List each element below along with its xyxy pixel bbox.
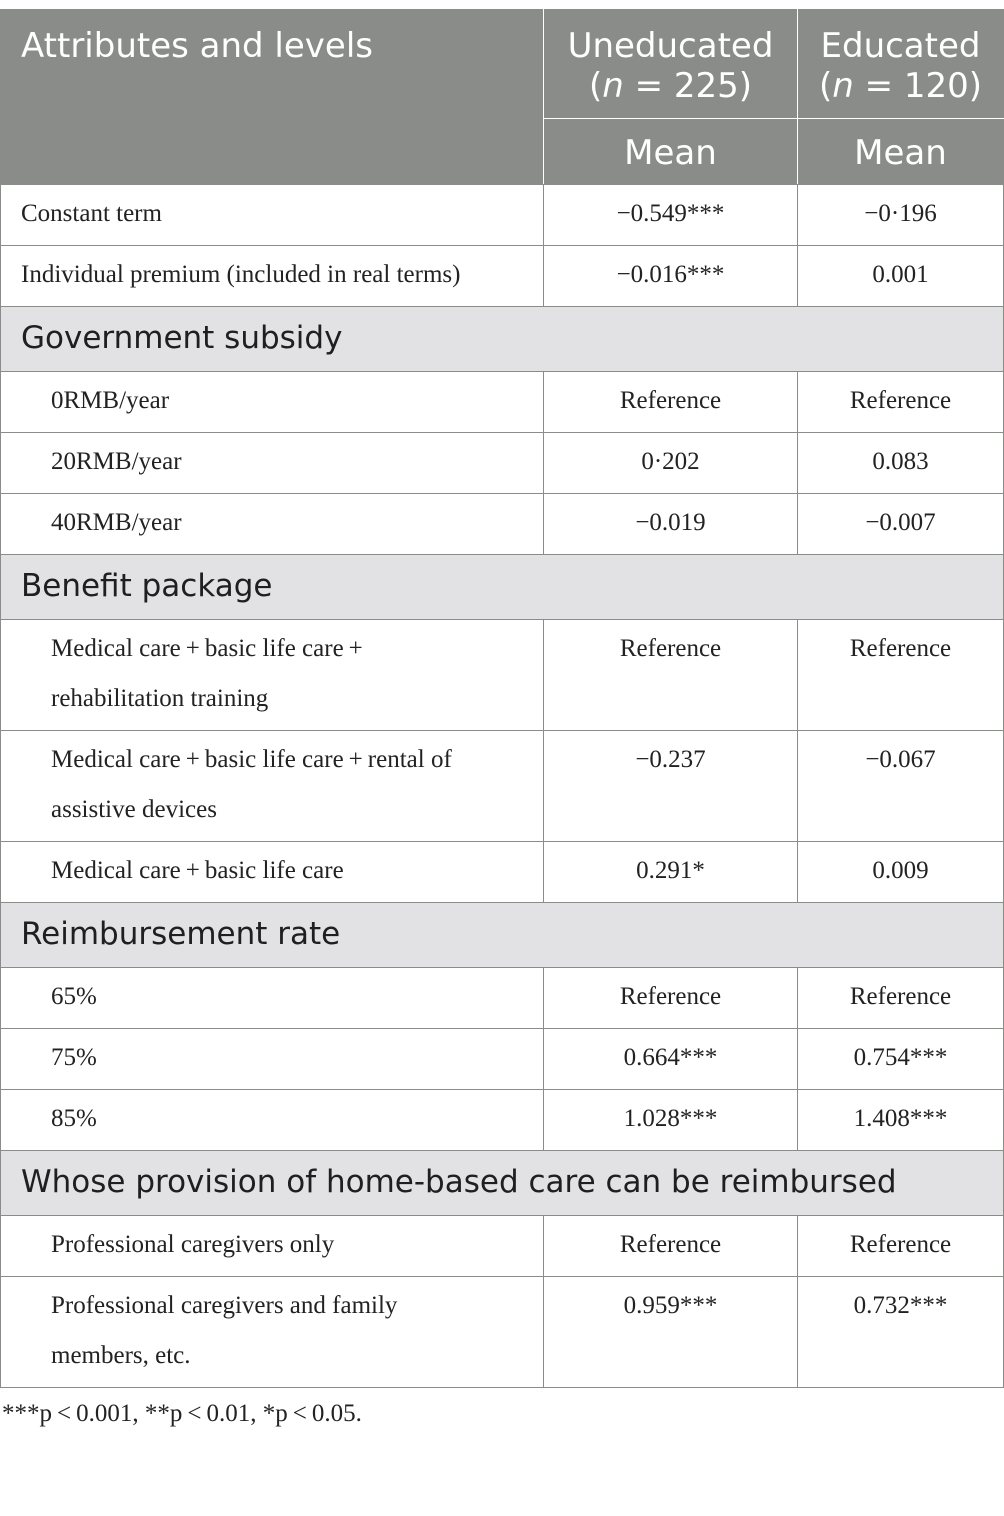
- header-educated-n-open: (: [818, 66, 833, 106]
- table-row: [1, 246, 1004, 307]
- cell-educated: Reference: [798, 968, 1004, 1029]
- row-label: 85%: [1, 1090, 544, 1151]
- cell-educated: 1.408***: [798, 1090, 1004, 1151]
- cell-educated: 0.732***: [798, 1277, 1004, 1388]
- row-label: Medical care + basic life care + rental of assistive devices: [1, 731, 544, 842]
- row-label: Medical care + basic life care: [1, 842, 544, 903]
- cell-educated: Reference: [798, 1216, 1004, 1277]
- header-uneducated-n-open: (: [588, 66, 603, 106]
- table-row: [1, 620, 1004, 731]
- section-row: [1, 1151, 1004, 1216]
- table-row: [1, 433, 1004, 494]
- cell-uneducated: 0.959***: [544, 1277, 798, 1388]
- cell-uneducated: 1.028***: [544, 1090, 798, 1151]
- cell-educated: −0·196: [798, 185, 1004, 246]
- cell-uneducated: Reference: [544, 620, 798, 731]
- row-label: Professional caregivers and family members, etc.: [1, 1277, 544, 1388]
- cell-educated: 0.001: [798, 246, 1004, 307]
- table-row: [1, 968, 1004, 1029]
- header-uneducated-n-var: n: [602, 66, 624, 106]
- header-uneducated-n-rest: = 225): [623, 66, 753, 106]
- row-label: Medical care + basic life care + rehabilitation training: [1, 620, 544, 731]
- row-label: Constant term: [1, 185, 544, 246]
- cell-uneducated: −0.016***: [544, 246, 798, 307]
- table-row: [1, 1216, 1004, 1277]
- table-row: [1, 731, 1004, 842]
- footnote: ***p < 0.001, **p < 0.01, *p < 0.05.: [2, 1400, 362, 1427]
- table-row: [1, 185, 1004, 246]
- table-row: [1, 842, 1004, 903]
- cell-educated: Reference: [798, 372, 1004, 433]
- results-table-container: [0, 9, 1004, 1428]
- header-educated: [798, 10, 1004, 119]
- cell-uneducated: −0.237: [544, 731, 798, 842]
- row-label: 20RMB/year: [1, 433, 544, 494]
- table-row: [1, 1029, 1004, 1090]
- section-title-provision: Whose provision of home-based care can be reimbursed: [1, 1151, 1004, 1216]
- header-mean-uneducated: Mean: [544, 119, 798, 185]
- section-row: [1, 555, 1004, 620]
- section-title-benefit: Benefit package: [1, 555, 1004, 620]
- cell-educated: −0.007: [798, 494, 1004, 555]
- row-label: 65%: [1, 968, 544, 1029]
- row-label: Professional caregivers only: [1, 1216, 544, 1277]
- section-title-reimbursement: Reimbursement rate: [1, 903, 1004, 968]
- section-row: [1, 307, 1004, 372]
- header-educated-n-rest: = 120): [853, 66, 983, 106]
- cell-educated: 0.083: [798, 433, 1004, 494]
- table-row: [1, 494, 1004, 555]
- row-label: 75%: [1, 1029, 544, 1090]
- header-attributes: Attributes and levels: [1, 10, 544, 185]
- results-table: [0, 9, 1004, 1388]
- section-title-subsidy: Government subsidy: [1, 307, 1004, 372]
- cell-uneducated: 0.291*: [544, 842, 798, 903]
- header-mean-educated: Mean: [798, 119, 1004, 185]
- cell-uneducated: 0·202: [544, 433, 798, 494]
- cell-uneducated: 0.664***: [544, 1029, 798, 1090]
- table-row: [1, 1090, 1004, 1151]
- header-educated-n-var: n: [832, 66, 854, 106]
- cell-uneducated: Reference: [544, 1216, 798, 1277]
- section-row: [1, 903, 1004, 968]
- header-uneducated: [544, 10, 798, 119]
- cell-educated: Reference: [798, 620, 1004, 731]
- cell-uneducated: −0.549***: [544, 185, 798, 246]
- cell-uneducated: Reference: [544, 372, 798, 433]
- table-row: [1, 1277, 1004, 1388]
- row-label: 0RMB/year: [1, 372, 544, 433]
- header-uneducated-name: Uneducated: [567, 26, 774, 66]
- cell-educated: 0.754***: [798, 1029, 1004, 1090]
- cell-uneducated: Reference: [544, 968, 798, 1029]
- header-educated-name: Educated: [820, 26, 981, 66]
- cell-educated: −0.067: [798, 731, 1004, 842]
- row-label: 40RMB/year: [1, 494, 544, 555]
- row-label: Individual premium (included in real terms): [1, 246, 544, 307]
- cell-educated: 0.009: [798, 842, 1004, 903]
- table-row: [1, 372, 1004, 433]
- cell-uneducated: −0.019: [544, 494, 798, 555]
